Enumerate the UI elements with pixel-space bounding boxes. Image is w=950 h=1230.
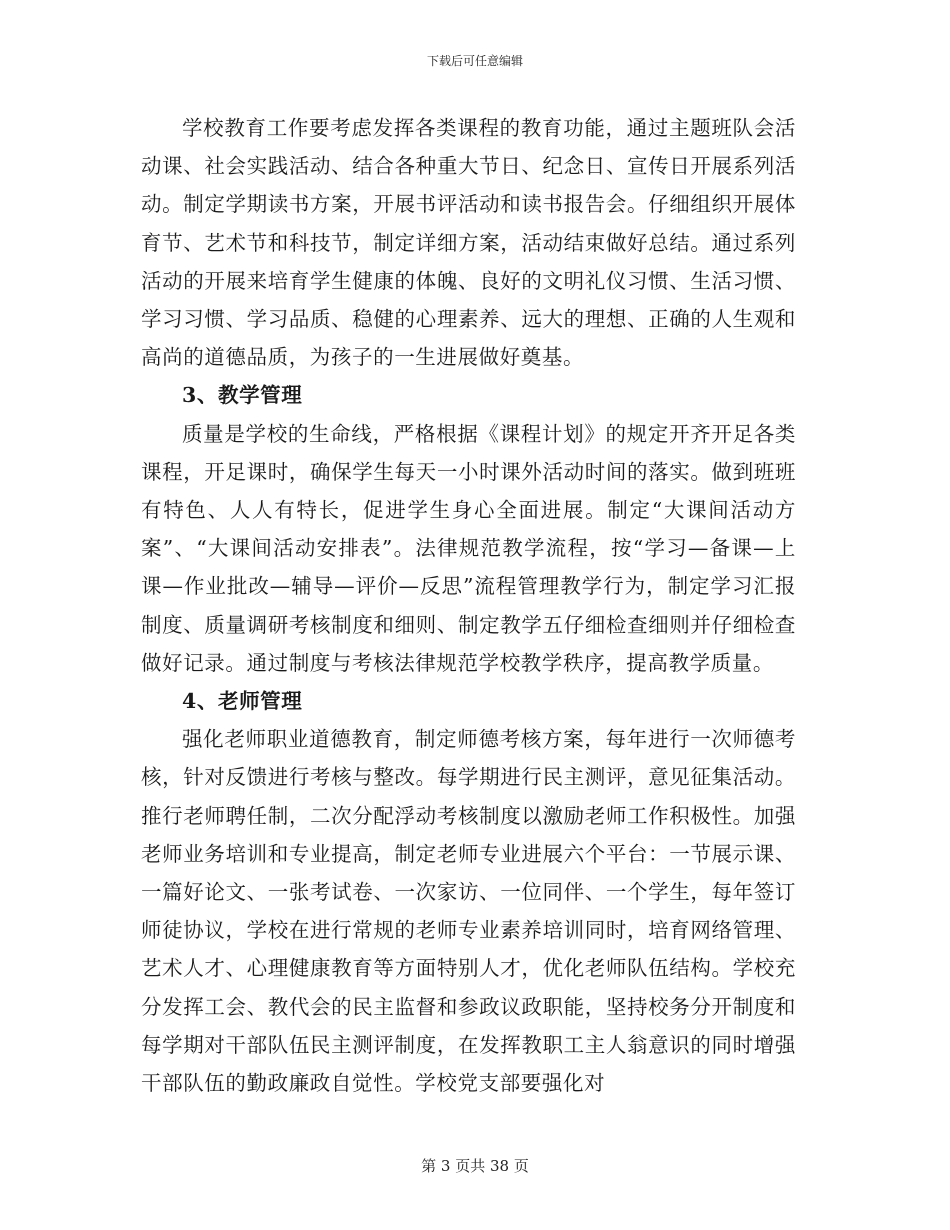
paragraph-activities: 学校教育工作要考虑发挥各类课程的教育功能，通过主题班队会活动课、社会实践活动、结合各种重大节日、纪念日、宣传日开展系列活动。制定学期读书方案，开展书评活动和读书报告会。仔细组织开展体育节、艺术节和科技节，制定详细方案，活动结束做好总结。通过系列活动的开展来培育学生健康的体魄、良好的文明礼仪习惯、生活习惯、学习习惯、学习品质、稳健的心理素养、远大的理想、正确的人生观和高尚的道德品质，为孩子的一生进展做好奠基。 (141, 116, 796, 370)
page-footer: 第 3 页共 38 页 (421, 1157, 529, 1175)
page-header: 下载后可任意编辑 (426, 54, 523, 68)
paragraph-teacher-management: 强化老师职业道德教育，制定师德考核方案，每年进行一次师德考核，针对反馈进行考核与整改。每学期进行民主测评，意见征集活动。推行老师聘任制，二次分配浮动考核制度以激励老师工作积极性。加强老师业务培训和专业提高，制定老师专业进展六个平台：一节展示课、一篇好论文、一张考试卷、一次家访、一位同伴、一个学生，每年签订师徒协议，学校在进行常规的老师专业素养培训同时，培育网络管理、艺术人才、心理健康教育等方面特别人才，优化老师队伍结构。学校充分发挥工会、教代会的民主监督和参政议政职能，坚持校务分开制度和每学期对干部队伍民主测评制度，在发挥教职工主人翁意识的同时增强干部队伍的勤政廉政自觉性。学校党支部要强化对 (141, 727, 796, 1096)
section-heading-teacher-management: 4、老师管理 (182, 689, 303, 714)
section-heading-teaching-management: 3、教学管理 (182, 383, 303, 408)
document-body (141, 109, 796, 1102)
paragraph-teaching-management: 质量是学校的生命线，严格根据《课程计划》的规定开齐开足各类课程，开足课时，确保学生每天一小时课外活动时间的落实。做到班班有特色、人人有特长，促进学生身心全面进展。制定“大课间活动方案”、“大课间活动安排表”。法律规范教学流程，按“学习—备课—上课—作业批改—辅导—评价—反思”流程管理教学行为，制定学习汇报制度、质量调研考核制度和细则、制定教学五仔细检查细则并仔细检查做好记录。通过制度与考核法律规范学校教学秩序，提高教学质量。 (141, 421, 796, 675)
